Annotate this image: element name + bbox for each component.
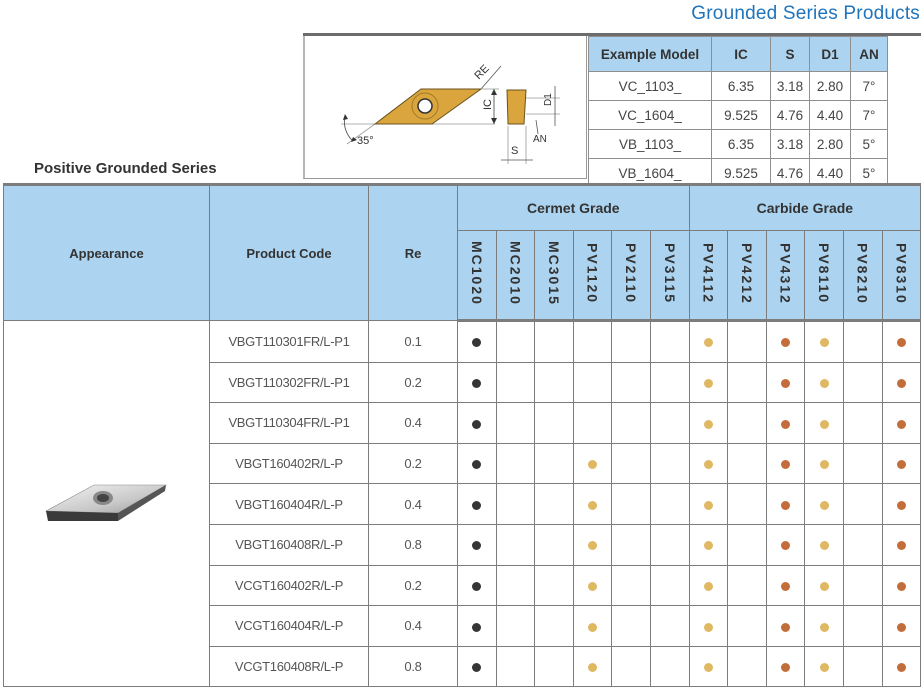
grade-availability-cell <box>650 362 689 403</box>
product-code-cell: VCGT160404R/L-P <box>210 606 369 647</box>
grade-header-pv8110 <box>805 231 844 321</box>
availability-dot-icon <box>897 379 906 388</box>
grade-availability-cell <box>612 524 651 565</box>
grade-availability-cell <box>728 403 767 444</box>
grade-availability-cell <box>496 646 535 687</box>
spec-row <box>589 130 888 159</box>
grade-availability-cell <box>766 362 805 403</box>
model-cell: VB_1604_ <box>589 159 712 188</box>
grade-availability-cell <box>843 606 882 647</box>
grade-label: MC1020 <box>468 241 485 306</box>
grade-availability-cell <box>650 443 689 484</box>
availability-dot-icon <box>897 623 906 632</box>
group-header-row <box>4 185 921 231</box>
s-cell: 4.76 <box>771 159 810 188</box>
grade-availability-cell <box>650 606 689 647</box>
grade-availability-cell <box>766 443 805 484</box>
grade-availability-cell <box>766 646 805 687</box>
grade-availability-cell <box>728 362 767 403</box>
availability-dot-icon <box>704 420 713 429</box>
grade-availability-cell <box>573 321 612 363</box>
re-cell: 0.2 <box>369 443 458 484</box>
availability-dot-icon <box>704 379 713 388</box>
grade-header-pv8210 <box>843 231 882 321</box>
d1-cell: 2.80 <box>810 72 851 101</box>
grade-availability-cell <box>766 606 805 647</box>
availability-dot-icon <box>588 663 597 672</box>
availability-dot-icon <box>472 582 481 591</box>
grade-availability-cell <box>573 362 612 403</box>
re-cell: 0.2 <box>369 565 458 606</box>
grade-label: MC3015 <box>545 241 562 306</box>
d1-cell: 4.40 <box>810 159 851 188</box>
grade-label: PV4312 <box>777 242 794 305</box>
model-cell: VC_1103_ <box>589 72 712 101</box>
grade-availability-cell <box>882 606 921 647</box>
grade-availability-cell <box>458 403 497 444</box>
availability-dot-icon <box>704 582 713 591</box>
grade-availability-cell <box>650 403 689 444</box>
d1-cell: 4.40 <box>810 101 851 130</box>
availability-dot-icon <box>588 541 597 550</box>
product-code-cell: VBGT110302FR/L-P1 <box>210 362 369 403</box>
spec-row <box>589 72 888 101</box>
grade-availability-cell <box>458 646 497 687</box>
availability-dot-icon <box>781 541 790 550</box>
re-cell: 0.2 <box>369 362 458 403</box>
s-cell: 3.18 <box>771 130 810 159</box>
grade-availability-cell <box>458 484 497 525</box>
availability-dot-icon <box>588 460 597 469</box>
grade-availability-cell <box>882 362 921 403</box>
grade-availability-cell <box>612 403 651 444</box>
grade-availability-cell <box>650 646 689 687</box>
angle-label: 35° <box>357 135 374 147</box>
header-appearance: Appearance <box>4 185 210 321</box>
availability-dot-icon <box>897 338 906 347</box>
re-cell: 0.4 <box>369 403 458 444</box>
grade-label: PV4212 <box>738 242 755 305</box>
grade-availability-cell <box>728 524 767 565</box>
grade-availability-cell <box>535 484 574 525</box>
grade-availability-cell <box>458 565 497 606</box>
ic-cell: 6.35 <box>712 130 771 159</box>
availability-dot-icon <box>820 582 829 591</box>
grade-availability-cell <box>650 524 689 565</box>
svg-text:IC: IC <box>482 99 494 110</box>
page-title: Grounded Series Products <box>691 3 920 24</box>
grade-availability-cell <box>805 606 844 647</box>
an-cell: 7° <box>851 72 888 101</box>
grade-availability-cell <box>843 362 882 403</box>
header-product-code: Product Code <box>210 185 369 321</box>
col-an: AN <box>851 37 888 72</box>
grade-availability-cell <box>882 565 921 606</box>
availability-dot-icon <box>472 420 481 429</box>
grade-availability-cell <box>805 646 844 687</box>
grade-availability-cell <box>805 565 844 606</box>
header-cermet-grade: Cermet Grade <box>458 185 690 231</box>
availability-dot-icon <box>820 663 829 672</box>
availability-dot-icon <box>820 338 829 347</box>
re-cell: 0.4 <box>369 484 458 525</box>
grade-header-mc2010 <box>496 231 535 321</box>
grade-label: PV1120 <box>584 242 601 305</box>
grade-header-pv4212 <box>728 231 767 321</box>
grade-availability-cell <box>766 524 805 565</box>
d1-cell: 2.80 <box>810 130 851 159</box>
grade-availability-cell <box>843 484 882 525</box>
ic-cell: 9.525 <box>712 159 771 188</box>
grade-label: PV8310 <box>893 242 910 305</box>
grade-availability-cell <box>728 646 767 687</box>
grade-availability-cell <box>496 565 535 606</box>
availability-dot-icon <box>588 623 597 632</box>
insert-dimension-drawing <box>305 36 589 179</box>
availability-dot-icon <box>781 420 790 429</box>
grade-header-mc1020 <box>458 231 497 321</box>
availability-dot-icon <box>897 420 906 429</box>
grade-availability-cell <box>843 524 882 565</box>
an-cell: 5° <box>851 159 888 188</box>
grade-header-pv1120 <box>573 231 612 321</box>
availability-dot-icon <box>472 541 481 550</box>
product-code-cell: VBGT160402R/L-P <box>210 443 369 484</box>
grade-label: PV2110 <box>623 242 640 305</box>
grade-availability-cell <box>573 565 612 606</box>
product-code-cell: VBGT110304FR/L-P1 <box>210 403 369 444</box>
spec-header-row <box>589 37 888 72</box>
header-re: Re <box>369 185 458 321</box>
grade-availability-cell <box>728 443 767 484</box>
grade-availability-cell <box>535 443 574 484</box>
grade-label: PV3115 <box>661 242 678 305</box>
availability-dot-icon <box>897 541 906 550</box>
product-code-cell: VBGT160408R/L-P <box>210 524 369 565</box>
svg-text:D1: D1 <box>543 93 554 106</box>
availability-dot-icon <box>781 663 790 672</box>
re-cell: 0.1 <box>369 321 458 363</box>
appearance-cell <box>4 321 210 687</box>
col-ic: IC <box>712 37 771 72</box>
grade-availability-cell <box>573 484 612 525</box>
availability-dot-icon <box>704 501 713 510</box>
availability-dot-icon <box>472 623 481 632</box>
availability-dot-icon <box>781 501 790 510</box>
grade-label: PV4112 <box>700 242 717 305</box>
grade-availability-cell <box>689 443 728 484</box>
svg-text:RE: RE <box>472 62 492 83</box>
grade-availability-cell <box>689 321 728 363</box>
ic-cell: 6.35 <box>712 72 771 101</box>
grade-availability-cell <box>535 403 574 444</box>
grade-availability-cell <box>882 403 921 444</box>
model-cell: VC_1604_ <box>589 101 712 130</box>
grade-availability-cell <box>612 443 651 484</box>
product-code-cell: VBGT110301FR/L-P1 <box>210 321 369 363</box>
grade-availability-cell <box>573 403 612 444</box>
product-code-cell: VCGT160408R/L-P <box>210 646 369 687</box>
header-carbide-grade: Carbide Grade <box>689 185 921 231</box>
grade-availability-cell <box>728 565 767 606</box>
re-cell: 0.8 <box>369 524 458 565</box>
grade-availability-cell <box>496 606 535 647</box>
grade-availability-cell <box>458 443 497 484</box>
re-cell: 0.4 <box>369 606 458 647</box>
grade-label: PV8110 <box>816 242 833 305</box>
grade-availability-cell <box>496 362 535 403</box>
grade-availability-cell <box>843 321 882 363</box>
grade-availability-cell <box>843 565 882 606</box>
grade-availability-cell <box>496 524 535 565</box>
grade-availability-cell <box>843 646 882 687</box>
grade-availability-cell <box>689 362 728 403</box>
availability-dot-icon <box>781 582 790 591</box>
grade-availability-cell <box>805 484 844 525</box>
availability-dot-icon <box>820 460 829 469</box>
grade-label: MC2010 <box>507 241 524 306</box>
grade-availability-cell <box>535 362 574 403</box>
insert-photo-icon <box>42 477 172 527</box>
grade-availability-cell <box>535 646 574 687</box>
grade-availability-cell <box>882 321 921 363</box>
availability-dot-icon <box>781 379 790 388</box>
availability-dot-icon <box>897 460 906 469</box>
availability-dot-icon <box>472 379 481 388</box>
grade-availability-cell <box>496 403 535 444</box>
grade-availability-cell <box>612 484 651 525</box>
grade-availability-cell <box>766 321 805 363</box>
grade-availability-cell <box>728 606 767 647</box>
grade-availability-cell <box>882 646 921 687</box>
availability-dot-icon <box>897 582 906 591</box>
grade-header-pv4112 <box>689 231 728 321</box>
grade-availability-cell <box>882 484 921 525</box>
grade-availability-cell <box>689 484 728 525</box>
grade-availability-cell <box>689 403 728 444</box>
availability-dot-icon <box>897 663 906 672</box>
grade-header-pv2110 <box>612 231 651 321</box>
grade-availability-cell <box>805 321 844 363</box>
availability-dot-icon <box>472 460 481 469</box>
grade-availability-cell <box>573 646 612 687</box>
grade-label: PV8210 <box>854 242 871 305</box>
grade-availability-cell <box>458 606 497 647</box>
re-cell: 0.8 <box>369 646 458 687</box>
grade-header-pv8310 <box>882 231 921 321</box>
grade-availability-cell <box>496 321 535 363</box>
grade-availability-cell <box>805 443 844 484</box>
grade-availability-cell <box>805 403 844 444</box>
grade-availability-cell <box>612 606 651 647</box>
grade-availability-cell <box>728 321 767 363</box>
an-cell: 7° <box>851 101 888 130</box>
grade-availability-cell <box>805 362 844 403</box>
availability-dot-icon <box>820 623 829 632</box>
availability-dot-icon <box>781 460 790 469</box>
availability-dot-icon <box>897 501 906 510</box>
svg-text:S: S <box>511 145 519 157</box>
spec-row <box>589 101 888 130</box>
grade-availability-cell <box>805 524 844 565</box>
table-row <box>4 321 921 363</box>
grade-availability-cell <box>573 524 612 565</box>
availability-dot-icon <box>704 460 713 469</box>
grade-header-pv3115 <box>650 231 689 321</box>
product-grade-table <box>3 183 921 687</box>
availability-dot-icon <box>704 541 713 550</box>
availability-dot-icon <box>472 338 481 347</box>
example-model-spec-table <box>588 36 888 188</box>
grade-availability-cell <box>535 524 574 565</box>
section-title: Positive Grounded Series <box>34 160 217 177</box>
availability-dot-icon <box>704 663 713 672</box>
availability-dot-icon <box>588 582 597 591</box>
grade-availability-cell <box>882 524 921 565</box>
svg-text:AN: AN <box>533 134 547 145</box>
grade-availability-cell <box>766 565 805 606</box>
grade-availability-cell <box>573 443 612 484</box>
availability-dot-icon <box>472 501 481 510</box>
grade-availability-cell <box>650 484 689 525</box>
availability-dot-icon <box>820 379 829 388</box>
availability-dot-icon <box>820 541 829 550</box>
grade-availability-cell <box>535 565 574 606</box>
spec-section <box>303 33 921 182</box>
ic-cell: 9.525 <box>712 101 771 130</box>
grade-availability-cell <box>843 443 882 484</box>
availability-dot-icon <box>781 338 790 347</box>
grade-availability-cell <box>612 321 651 363</box>
grade-header-pv4312 <box>766 231 805 321</box>
grade-availability-cell <box>843 403 882 444</box>
grade-availability-cell <box>458 362 497 403</box>
grade-availability-cell <box>612 362 651 403</box>
product-code-cell: VCGT160402R/L-P <box>210 565 369 606</box>
availability-dot-icon <box>704 623 713 632</box>
grade-availability-cell <box>689 646 728 687</box>
col-s: S <box>771 37 810 72</box>
grade-availability-cell <box>573 606 612 647</box>
grade-availability-cell <box>496 443 535 484</box>
availability-dot-icon <box>472 663 481 672</box>
grade-availability-cell <box>535 606 574 647</box>
col-example-model: Example Model <box>589 37 712 72</box>
grade-availability-cell <box>689 565 728 606</box>
grade-header-mc3015 <box>535 231 574 321</box>
grade-availability-cell <box>650 321 689 363</box>
grade-availability-cell <box>689 606 728 647</box>
an-cell: 5° <box>851 130 888 159</box>
product-code-cell: VBGT160404R/L-P <box>210 484 369 525</box>
grade-availability-cell <box>882 443 921 484</box>
grade-availability-cell <box>496 484 535 525</box>
s-cell: 3.18 <box>771 72 810 101</box>
grade-availability-cell <box>766 403 805 444</box>
grade-availability-cell <box>728 484 767 525</box>
grade-availability-cell <box>535 321 574 363</box>
availability-dot-icon <box>588 501 597 510</box>
s-cell: 4.76 <box>771 101 810 130</box>
grade-availability-cell <box>766 484 805 525</box>
product-rows <box>4 321 921 687</box>
insert-diagram <box>303 36 587 179</box>
grade-availability-cell <box>612 646 651 687</box>
grade-availability-cell <box>689 524 728 565</box>
availability-dot-icon <box>820 501 829 510</box>
grade-availability-cell <box>458 524 497 565</box>
availability-dot-icon <box>820 420 829 429</box>
grade-availability-cell <box>650 565 689 606</box>
model-cell: VB_1103_ <box>589 130 712 159</box>
col-d1: D1 <box>810 37 851 72</box>
grade-availability-cell <box>458 321 497 363</box>
availability-dot-icon <box>781 623 790 632</box>
availability-dot-icon <box>704 338 713 347</box>
grade-availability-cell <box>612 565 651 606</box>
